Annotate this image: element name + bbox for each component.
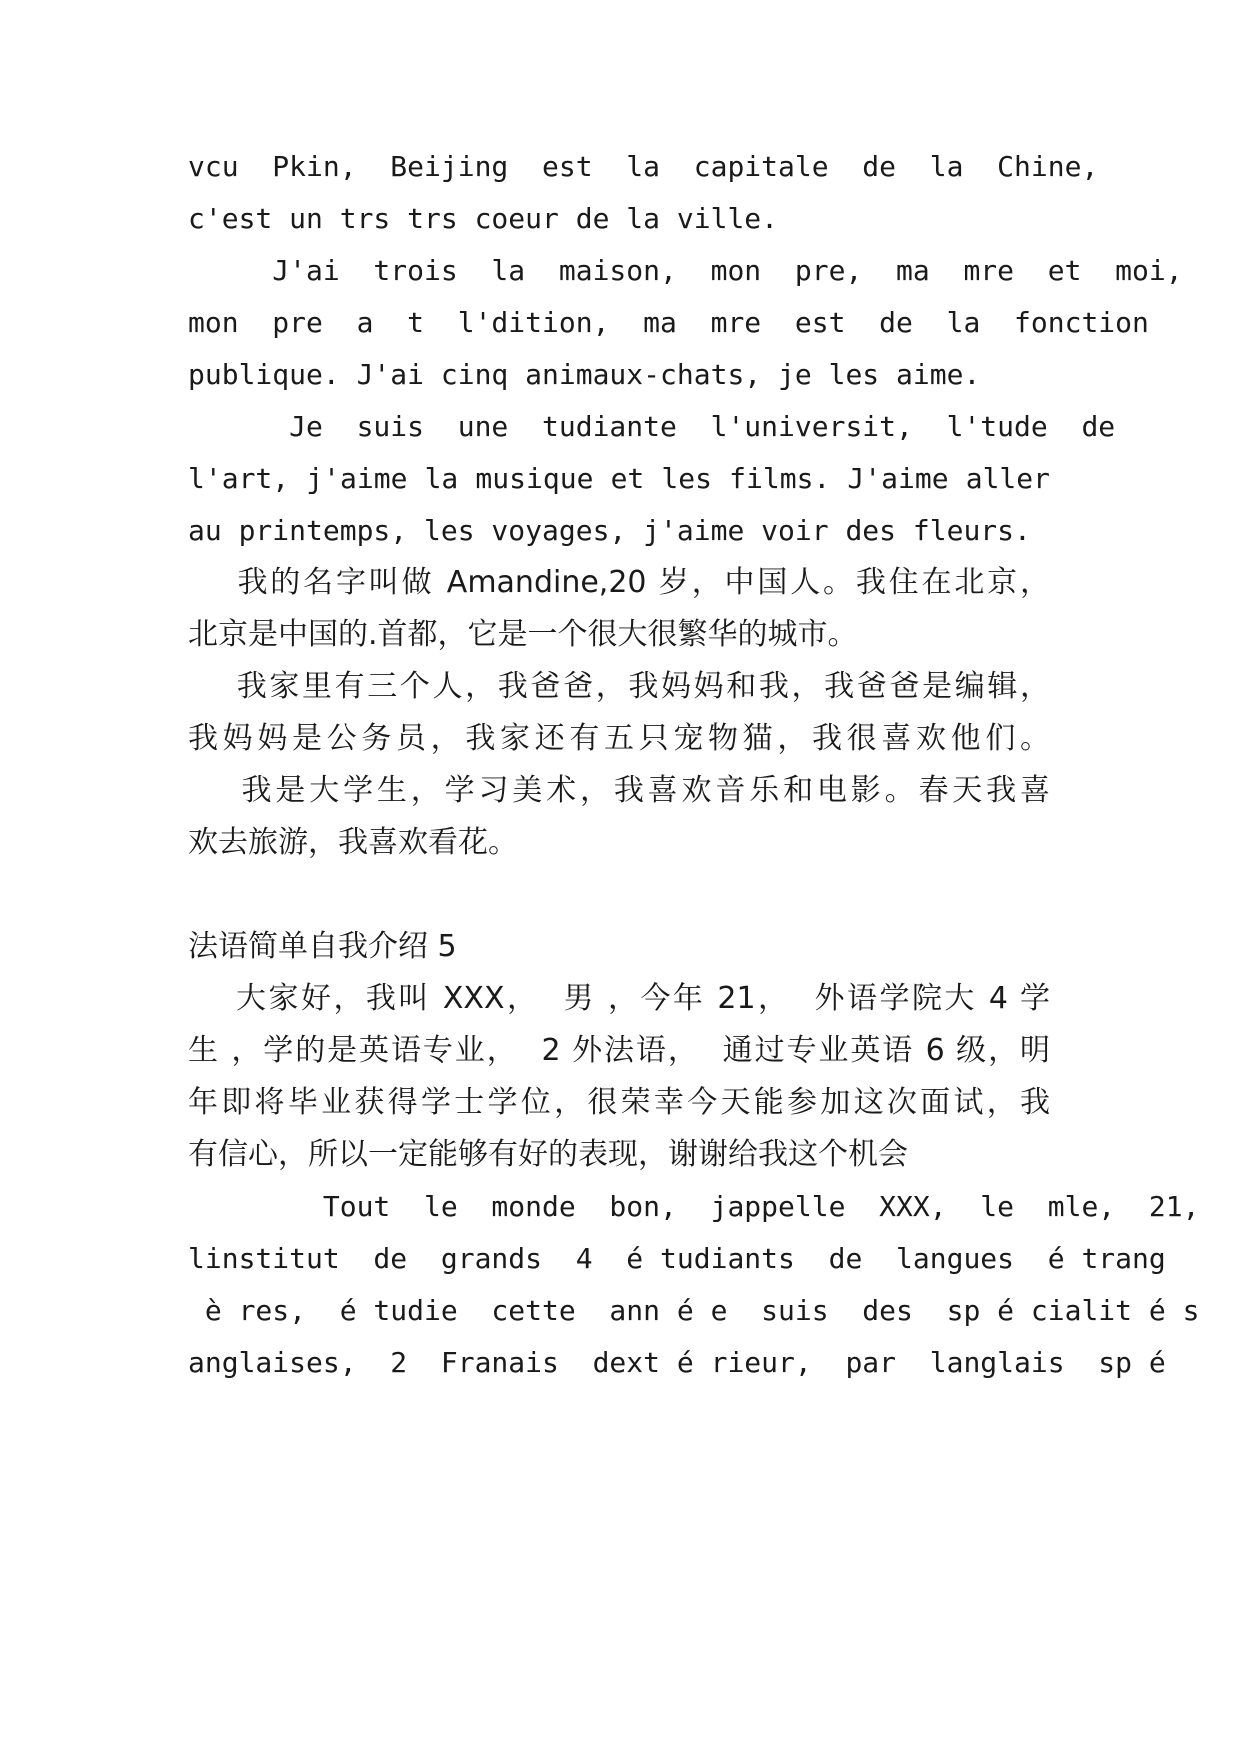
text-line: Je suis une tudiante l'universit, l'tude de	[188, 410, 1116, 443]
text-line: 年即将毕业获得学士学位，很荣幸今天能参加这次面试，我	[188, 1085, 1050, 1120]
text-line: mon pre a t l'dition, ma mre est de la fonction	[188, 306, 1149, 339]
text-line: 大家好，我叫 XXX， 男 ，今年 21， 外语学院大 4 学	[188, 981, 1050, 1016]
text-line: 我妈妈是公务员，我家还有五只宠物猫，我很喜欢他们。	[188, 721, 1050, 756]
text-line: Tout le monde bon, jappelle XXX, le mle, 21,	[188, 1190, 1200, 1223]
text-line: J'ai trois la maison, mon pre, ma mre et moi,	[188, 254, 1183, 287]
text-line: publique. J'ai cinq animaux-chats, je les aime.	[188, 358, 981, 391]
text-line: l'art, j'aime la musique et les films. J'aime aller	[188, 462, 1050, 495]
text-line: 欢去旅游，我喜欢看花。	[188, 825, 518, 860]
text-line: 我家里有三个人，我爸爸，我妈妈和我，我爸爸是编辑，	[188, 669, 1050, 704]
text-line: 北京是中国的.首都，它是一个很大很繁华的城市。	[188, 617, 858, 652]
text-line: vcu Pkin, Beijing est la capitale de la Chine,	[188, 150, 1099, 183]
section-heading: 法语简单自我介绍 5	[188, 929, 457, 964]
text-line: linstitut de grands 4 é tudiants de langues é trang	[188, 1242, 1166, 1275]
text-line: anglaises, 2 Franais dext é rieur, par langlais sp é	[188, 1346, 1166, 1379]
text-line: c'est un trs trs coeur de la ville.	[188, 202, 779, 235]
text-line: è res, é tudie cette ann é e suis des sp é cialit é s	[188, 1294, 1200, 1327]
text-line: au printemps, les voyages, j'aime voir des fleurs.	[188, 514, 1031, 547]
text-line: 我是大学生，学习美术，我喜欢音乐和电影。春天我喜	[188, 773, 1050, 808]
text-line: 我的名字叫做 Amandine,20 岁，中国人。我住在北京，	[188, 565, 1050, 600]
text-line: 有信心，所以一定能够有好的表现，谢谢给我这个机会	[188, 1137, 908, 1172]
text-line: 生 ，学的是英语专业， 2 外法语， 通过专业英语 6 级，明	[188, 1033, 1050, 1068]
